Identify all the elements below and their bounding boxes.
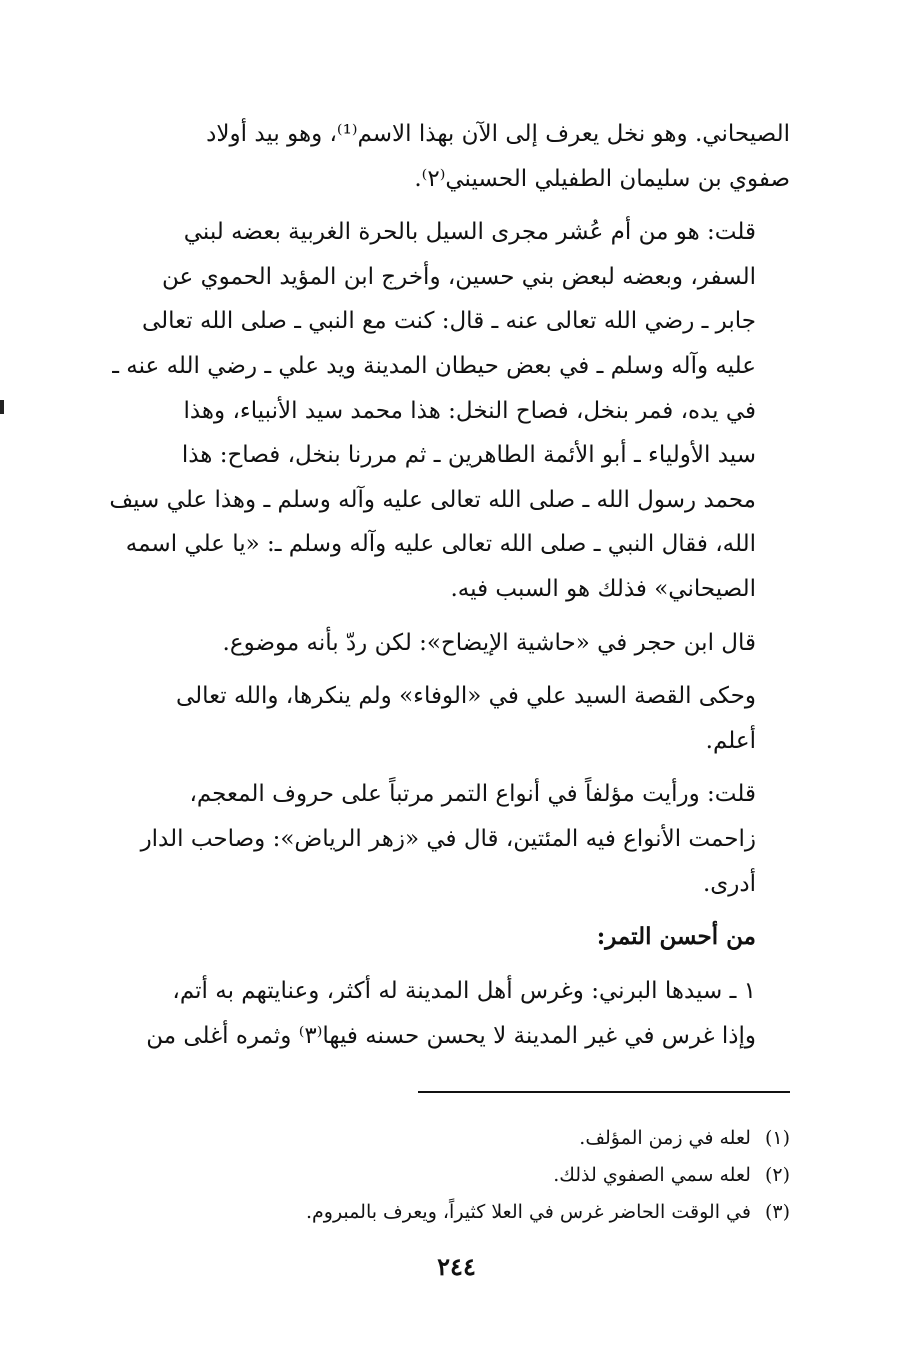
footnote-divider — [418, 1091, 790, 1093]
text-line: أعلم. — [705, 727, 756, 754]
footnote-number: (٢) — [764, 1164, 790, 1186]
footnote-text: لعله في زمن المؤلف. — [579, 1127, 751, 1149]
text-line: السفر، وبعضه لبعض بني حسين، وأخرج ابن المؤيد الحموي عن — [162, 263, 756, 290]
footnote-text: في الوقت الحاضر غرس في العلا كثيراً، ويعرف بالمبروم. — [305, 1201, 751, 1223]
paragraph-1 — [88, 112, 790, 201]
text-line: جابر ـ رضي الله تعالى عنه ـ قال: كنت مع النبي ـ صلى الله تعالى — [141, 308, 756, 335]
paragraph-5 — [88, 772, 790, 906]
paragraph-4 — [88, 674, 790, 763]
text-line: وإذا غرس في غير المدينة لا يحسن حسنه فيها⁽٣⁾ وثمره أغلى من — [146, 1022, 756, 1049]
main-text-block — [88, 112, 790, 1067]
page-number: ٢٤٤ — [437, 1252, 476, 1281]
footnotes — [88, 1120, 790, 1231]
text-line: عليه وآله وسلم ـ في بعض حيطان المدينة ويد علي ـ رضي الله عنه ـ — [112, 352, 756, 379]
footnote-number: (٣) — [764, 1201, 790, 1223]
text-line: سيد الأولياء ـ أبو الأئمة الطاهرين ـ ثم مررنا بنخل، فصاح: هذا — [181, 442, 756, 469]
footnote-1 — [88, 1120, 790, 1157]
footnote-3 — [88, 1194, 790, 1231]
footnote-number: (١) — [764, 1127, 790, 1149]
text-line: صفوي بن سليمان الطفيلي الحسيني⁽٢⁾. — [414, 165, 790, 192]
section-heading: من أحسن التمر: — [596, 923, 756, 951]
footnote-2 — [88, 1157, 790, 1194]
text-line: الصيحاني. وهو نخل يعرف إلى الآن بهذا الاسم⁽¹⁾، وهو بيد أولاد — [206, 121, 790, 147]
scan-edge-mark — [0, 400, 4, 414]
text-line: في يده، فمر بنخل، فصاح النخل: هذا محمد سيد الأنبياء، وهذا — [183, 397, 756, 424]
paragraph-3 — [88, 621, 790, 666]
text-line: أدرى. — [702, 870, 756, 897]
text-line: ١ ـ سيدها البرني: وغرس أهل المدينة له أكثر، وعنايتهم به أتم، — [172, 978, 756, 1005]
text-line: زاحمت الأنواع فيه المئتين، قال في «زهر الرياض»: وصاحب الدار — [140, 825, 756, 852]
text-line: الصيحاني» فذلك هو السبب فيه. — [450, 575, 756, 602]
footnote-text: لعله سمي الصفوي لذلك. — [553, 1164, 751, 1186]
text-line: وحكى القصة السيد علي في «الوفاء» ولم ينكرها، والله تعالى — [176, 683, 756, 710]
text-line: محمد رسول الله ـ صلى الله تعالى عليه وآله وسلم ـ وهذا علي سيف — [109, 486, 756, 513]
text-line: قال ابن حجر في «حاشية الإيضاح»: لكن ردّ بأنه موضوع. — [222, 629, 756, 656]
text-line: الله، فقال النبي ـ صلى الله تعالى عليه وآله وسلم ـ: «يا علي اسمه — [125, 531, 756, 558]
text-line: قلت: هو من أم عُشر مجرى السيل بالحرة الغربية بعضه لبني — [183, 219, 756, 246]
list-item-1 — [88, 969, 790, 1058]
text-line: قلت: ورأيت مؤلفاً في أنواع التمر مرتباً على حروف المعجم، — [189, 781, 756, 808]
paragraph-2 — [88, 210, 790, 611]
